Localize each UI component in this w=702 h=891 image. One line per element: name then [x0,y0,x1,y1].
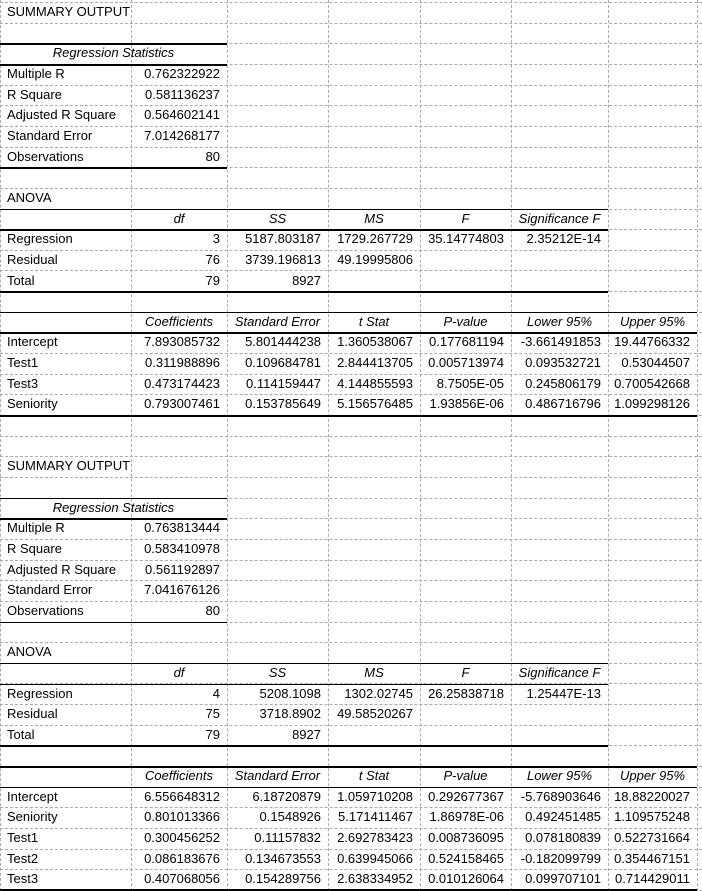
stat-label[interactable]: Standard Error [7,127,93,143]
coef-cell[interactable]: 0.300456252 [144,830,220,845]
coef-cell[interactable]: 0.354467151 [614,850,690,866]
table-border [0,498,227,500]
coef-col-header[interactable]: Coefficients [145,768,213,784]
anova-cell[interactable]: 35.14774803 [428,231,504,247]
coef-row-label[interactable]: Seniority [7,396,58,412]
anova-col-header[interactable]: F [461,210,470,226]
row-r-square-1 [0,85,702,106]
coef-cell[interactable]: 1.93856E-06 [429,396,504,412]
coef-cell[interactable]: 0.522731664 [614,830,690,845]
anova-title[interactable]: ANOVA [7,644,52,660]
stat-value[interactable]: 0.763813444 [144,520,220,536]
coef-row-label[interactable]: Test1 [7,830,39,845]
coef-row-label[interactable]: Intercept [7,334,58,350]
anova-row-label[interactable]: Total [7,272,35,288]
anova-col-header[interactable]: df [173,664,185,680]
stat-value[interactable]: 80 [205,602,220,618]
row-coef-headers-2 [0,766,702,787]
coef-col-header[interactable]: Lower 95% [526,768,593,784]
coef-cell[interactable]: 2.844413705 [337,355,413,371]
table-border [0,332,697,334]
summary-output-title[interactable]: SUMMARY OUTPUT [7,4,131,19]
coef-cell[interactable]: 0.109684781 [245,355,321,371]
coef-cell[interactable]: -0.182099799 [520,850,601,866]
row-r-square-2 [0,539,702,560]
coef-cell[interactable]: 0.311988896 [145,355,220,371]
anova-cell[interactable]: 8927 [292,726,321,742]
stat-label[interactable]: Standard Error [7,582,93,598]
coef-cell[interactable]: -5.768903646 [520,788,601,804]
stat-label[interactable]: R Square [7,540,62,556]
anova-cell[interactable]: 8927 [292,272,321,288]
coef-col-header[interactable]: t Stat [358,313,390,329]
regression-statistics-header[interactable]: Regression Statistics [52,499,175,515]
row-coef-test1-2 [0,828,702,849]
coef-cell[interactable]: 5.156576485 [337,396,413,412]
anova-cell[interactable]: 2.35212E-14 [526,231,601,247]
anova-row-label[interactable]: Regression [7,231,73,247]
row-regstats-header-2 [0,498,702,519]
stat-label[interactable]: Multiple R [7,520,65,536]
coef-cell[interactable]: 19.44766332 [614,334,690,350]
coef-cell[interactable]: 0.1548926 [259,809,321,825]
coef-col-header[interactable]: P-value [443,313,488,329]
row-std-error-1 [0,126,702,147]
coef-cell[interactable]: 0.473174423 [144,375,220,391]
row-observations-2 [0,601,702,622]
stat-value[interactable]: 7.014268177 [144,127,220,143]
gridline-horizontal [0,436,702,437]
anova-cell[interactable]: 4 [212,685,220,701]
table-border [0,622,227,624]
coef-col-header[interactable]: Upper 95% [619,313,686,329]
anova-col-header[interactable]: Significance F [518,664,601,680]
row-summary-output-2 [0,456,702,477]
anova-col-header[interactable]: df [173,210,185,226]
row-adj-r-square-2 [0,560,702,581]
coef-cell[interactable]: 0.177681194 [429,334,504,350]
anova-title[interactable]: ANOVA [7,189,52,205]
coef-cell[interactable]: 0.793007461 [144,396,220,412]
coef-col-header[interactable]: P-value [443,768,488,784]
coef-cell[interactable]: 0.486716796 [525,396,601,412]
coef-row-label[interactable]: Seniority [7,809,58,825]
anova-row-label[interactable]: Total [7,726,35,742]
anova-cell[interactable]: 49.19995806 [337,251,413,267]
row-anova-residual-1 [0,250,702,271]
table-border [0,766,697,768]
coef-cell[interactable]: 0.093532721 [525,355,601,371]
coef-cell[interactable]: 2.692783423 [337,830,413,845]
anova-col-header[interactable]: MS [364,664,384,680]
row-anova-title-1 [0,188,702,209]
stat-value[interactable]: 0.564602141 [144,107,220,123]
row-anova-regression-1 [0,229,702,250]
anova-cell[interactable]: 79 [205,272,220,288]
anova-col-header[interactable]: F [461,664,470,680]
row-summary-output-1 [0,2,702,23]
row-multiple-r-2 [0,518,702,539]
row-coef-seniority-1 [0,394,702,415]
regression-statistics-header[interactable]: Regression Statistics [52,45,175,61]
coef-col-header[interactable]: Standard Error [234,768,321,784]
anova-row-label[interactable]: Residual [7,706,58,722]
stat-value[interactable]: 0.561192897 [145,561,220,577]
coef-cell[interactable]: 0.53044507 [621,355,690,371]
coef-cell[interactable]: 0.407068056 [144,871,220,887]
anova-col-header[interactable]: SS [268,210,287,226]
gridline-horizontal [0,477,702,478]
coef-cell[interactable]: 0.134673553 [245,850,321,866]
coef-col-header[interactable]: t Stat [358,768,390,784]
anova-cell[interactable]: 26.25838718 [428,685,504,701]
stat-label[interactable]: Observations [7,148,84,164]
table-border [0,43,227,45]
row-coef-test2-2 [0,849,702,870]
row-anova-residual-2 [0,704,702,725]
stat-label[interactable]: Observations [7,602,84,618]
table-border [0,167,227,169]
anova-cell[interactable]: 79 [205,726,220,742]
anova-cell[interactable]: 3739.196813 [245,251,321,267]
coef-cell[interactable]: 1.86978E-06 [429,809,504,825]
coef-cell[interactable]: 0.639945066 [337,850,413,866]
row-coef-test3-1 [0,374,702,395]
coef-col-header[interactable]: Coefficients [145,313,213,329]
table-border [0,291,608,293]
summary-output-title[interactable]: SUMMARY OUTPUT [7,458,131,474]
row-coef-seniority-2 [0,807,702,828]
anova-col-header[interactable]: MS [364,210,384,226]
coef-cell[interactable]: 0.524158465 [428,850,504,866]
anova-cell[interactable]: 5187.803187 [245,231,321,247]
coef-row-label[interactable]: Test2 [7,850,39,866]
row-std-error-2 [0,580,702,601]
table-border [0,518,227,520]
coef-cell[interactable]: 18.88220027 [614,788,690,804]
row-anova-headers-1 [0,209,702,230]
stat-label[interactable]: Adjusted R Square [7,107,117,123]
row-multiple-r-1 [0,64,702,85]
coef-cell[interactable]: 0.005713974 [428,355,504,371]
coef-row-label[interactable]: Test1 [7,355,39,371]
row-coef-intercept-2 [0,787,702,808]
stat-value[interactable]: 7.041676126 [144,582,220,598]
row-anova-total-1 [0,271,702,292]
anova-cell[interactable]: 1.25447E-13 [526,685,601,701]
table-border [0,312,697,314]
anova-cell[interactable]: 1302.02745 [344,685,413,701]
coef-col-header[interactable]: Standard Error [234,313,321,329]
anova-cell[interactable]: 3718.8902 [259,706,321,722]
table-border [0,64,227,66]
coef-cell[interactable]: 4.144855593 [337,375,413,391]
table-border [0,787,697,789]
row-coef-test1-1 [0,353,702,374]
stat-value[interactable]: 80 [205,148,220,164]
coef-row-label[interactable]: Test3 [7,375,39,391]
coef-cell[interactable]: 0.492451485 [525,809,601,825]
anova-cell[interactable]: 75 [205,706,220,722]
coef-cell[interactable]: 0.153785649 [245,396,321,412]
row-anova-headers-2 [0,663,702,684]
coef-cell[interactable]: 6.18720879 [252,788,321,804]
coef-cell[interactable]: 0.010126064 [428,871,504,887]
coef-cell[interactable]: 0.086183676 [144,850,220,866]
table-border [0,745,608,747]
coef-cell[interactable]: 0.245806179 [525,375,601,391]
coef-cell[interactable]: 5.801444238 [245,334,321,350]
row-coef-headers-1 [0,312,702,333]
row-adj-r-square-1 [0,105,702,126]
stat-value[interactable]: 0.581136237 [145,86,220,102]
anova-row-label[interactable]: Residual [7,251,58,267]
coef-col-header[interactable]: Upper 95% [619,768,686,784]
anova-cell[interactable]: 1729.267729 [337,231,413,247]
anova-cell[interactable]: 49.58520267 [337,706,413,722]
coef-cell[interactable]: 0.700542668 [614,375,690,391]
table-border [0,229,608,231]
coef-cell[interactable]: 0.099707101 [525,871,601,887]
coef-cell[interactable]: -3.661491853 [520,334,601,350]
coef-cell[interactable]: 0.11157832 [254,830,321,845]
coef-cell[interactable]: 1.360538067 [337,334,413,350]
table-border [0,415,697,417]
coef-cell[interactable]: 6.556648312 [144,788,220,804]
stat-label[interactable]: R Square [7,86,62,102]
row-anova-title-2 [0,642,702,663]
table-border [0,889,697,891]
stat-value[interactable]: 0.762322922 [144,65,220,81]
row-anova-total-2 [0,725,702,746]
coef-col-header[interactable]: Lower 95% [526,313,593,329]
table-border [0,684,608,686]
table-border [0,209,608,211]
coef-row-label[interactable]: Intercept [7,788,58,804]
coef-cell[interactable]: 0.114159447 [246,375,321,391]
anova-cell[interactable]: 5208.1098 [259,685,321,701]
coef-cell[interactable]: 5.171411467 [338,809,413,825]
row-observations-1 [0,147,702,168]
row-coef-intercept-1 [0,332,702,353]
stat-label[interactable]: Multiple R [7,65,65,81]
row-coef-test3-2 [0,869,702,890]
coef-cell[interactable]: 1.109575248 [614,809,690,825]
coef-cell[interactable]: 8.7505E-05 [436,375,504,391]
row-anova-regression-2 [0,684,702,705]
coef-row-label[interactable]: Test3 [7,871,39,887]
stat-label[interactable]: Adjusted R Square [7,561,117,577]
coef-cell[interactable]: 1.099298126 [614,396,690,412]
coef-cell[interactable]: 0.801013366 [144,809,220,825]
coef-cell[interactable]: 0.008736095 [428,830,504,845]
coef-cell[interactable]: 2.638334952 [337,871,413,887]
coef-cell[interactable]: 0.078180839 [525,830,601,845]
coef-cell[interactable]: 0.292677367 [428,788,504,804]
coef-cell[interactable]: 1.059710208 [337,788,413,804]
row-regstats-header-1 [0,43,702,64]
stat-value[interactable]: 0.583410978 [144,540,220,556]
coef-cell[interactable]: 0.154289756 [245,871,321,887]
anova-col-header[interactable]: Significance F [518,210,601,226]
anova-cell[interactable]: 76 [205,251,220,267]
anova-row-label[interactable]: Regression [7,685,73,701]
gridline-horizontal [0,23,702,24]
anova-col-header[interactable]: SS [268,664,287,680]
coef-cell[interactable]: 0.714429011 [615,871,690,887]
anova-cell[interactable]: 3 [212,231,220,247]
table-border [0,663,608,665]
coef-cell[interactable]: 7.893085732 [144,334,220,350]
